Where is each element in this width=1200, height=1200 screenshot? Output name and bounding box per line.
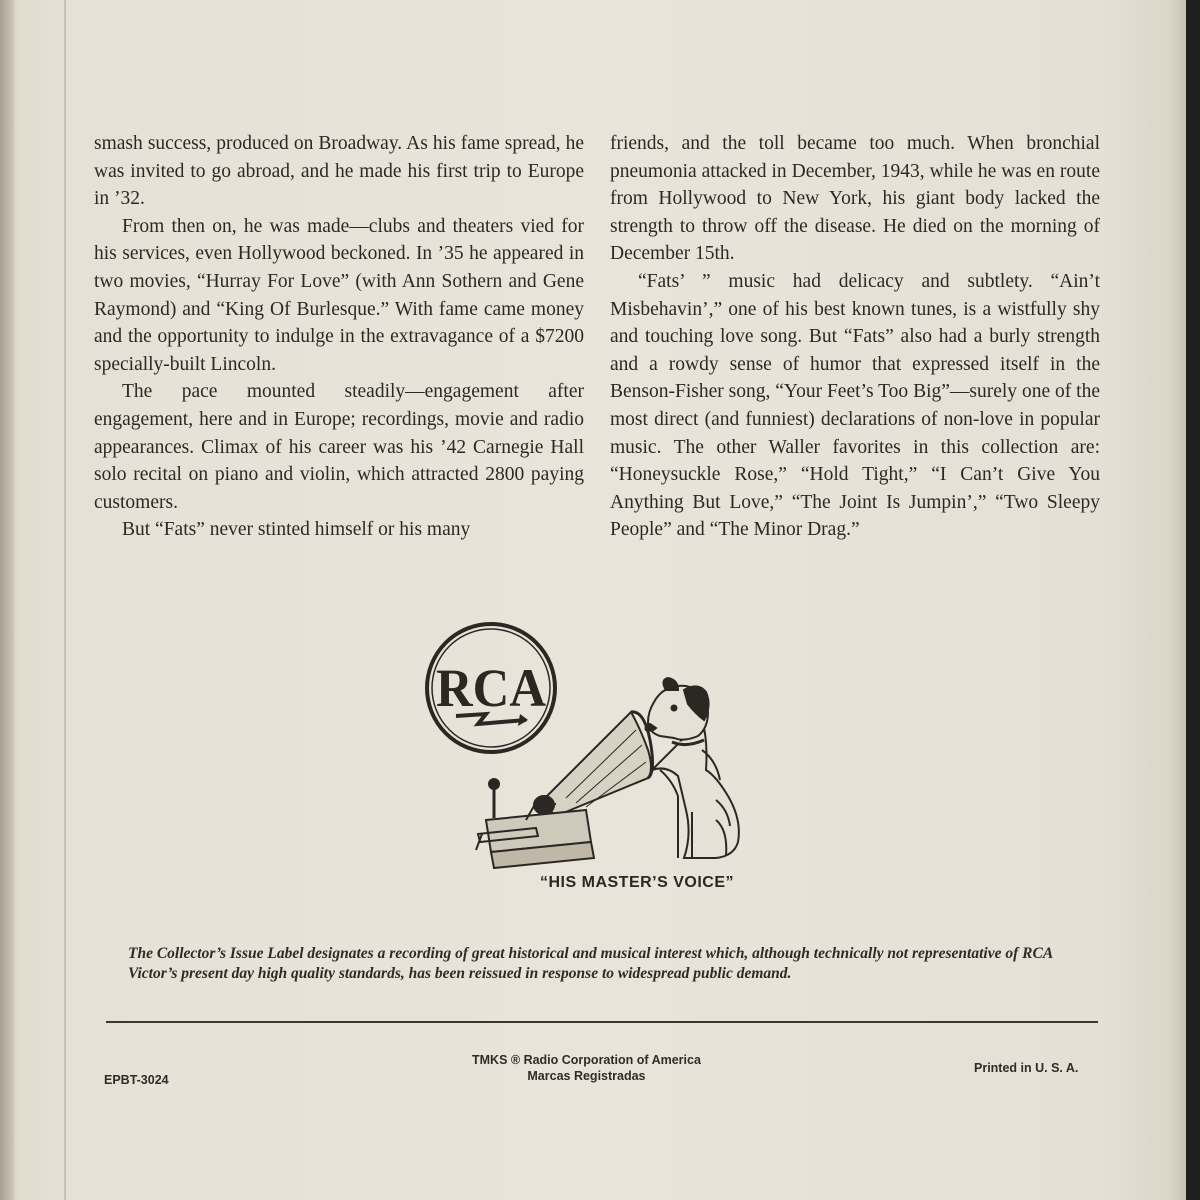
trademark-line: TMKS ® Radio Corporation of America <box>472 1053 701 1067</box>
liner-paragraph: The pace mounted steadily—engagement after engagement, here and in Europe; recordings, movie and radio appearances. Climax of his career was his ’42 Carnegie Hall solo recital on piano and violin, which attracted 2800 paying customers. <box>94 381 584 513</box>
liner-paragraph: “Fats’ ” music had delicacy and subtlety. “Ain’t Misbehavin’,” one of his best known tunes, is a wistfully shy and touching love song. But “Fats” also had a burly strength and a rowdy sense of humor that expressed itself in the Benson-Fisher song, “Your Feet’s Too Big”—surely one of the most direct (and funniest) declarations of non-love in popular music. The other Waller favorites in this collection are: “Honeysuckle Rose,” “Hold Tight,” “I Can’t Give You Anything But Love,” “The Joint Is Jumpin’,” “Two Sleepy People” and “The Minor Drag.” <box>610 270 1100 541</box>
liner-paragraph: friends, and the toll became too much. When bronchial pneumonia attacked in December, 1943, while he was en route from Hollywood to New York, his giant body lacked the strength to throw off the disease. He died on the morning of December 15th. <box>610 133 1100 265</box>
printed-in-usa: Printed in U. S. A. <box>974 1061 1079 1075</box>
gramophone-illustration <box>476 712 653 868</box>
catalog-number: EPBT-3024 <box>104 1073 169 1087</box>
sleeve-spine <box>0 0 14 1200</box>
rca-nipper-logo <box>416 620 746 890</box>
liner-paragraph: smash success, produced on Broadway. As his fame spread, he was invited to go abroad, and he made his first trip to Europe in ’32. <box>94 133 584 210</box>
collectors-issue-disclaimer: The Collector’s Issue Label designates a recording of great historical and musical interest which, although technically not representative of RCA Victor’s present day high quality standards, has been reissued in response to widespread public demand. <box>128 945 1053 982</box>
liner-paragraph: But “Fats” never stinted himself or his many <box>122 519 471 541</box>
background-edge <box>1186 0 1200 1200</box>
fold-line <box>64 0 66 1200</box>
liner-notes-right-column <box>610 130 1100 544</box>
liner-notes-left-column <box>94 130 584 544</box>
rca-circle-logo <box>427 624 555 752</box>
footer-divider <box>106 1021 1098 1023</box>
nipper-dog-illustration <box>646 678 739 858</box>
rca-letters: RCA <box>436 658 546 718</box>
trademark-notice <box>472 1052 701 1084</box>
trademark-line: Marcas Registradas <box>527 1069 646 1083</box>
his-masters-voice-slogan: “HIS MASTER’S VOICE” <box>540 874 735 891</box>
liner-paragraph: From then on, he was made—clubs and theaters vied for his services, even Hollywood beckoned. In ’35 he appeared in two movies, “Hurray For Love” (with Ann Sothern and Gene Raymond) and “King Of Burlesque.” With fame came money and the opportunity to indulge in the extravagance of a $7200 specially-built Lincoln. <box>94 215 584 375</box>
